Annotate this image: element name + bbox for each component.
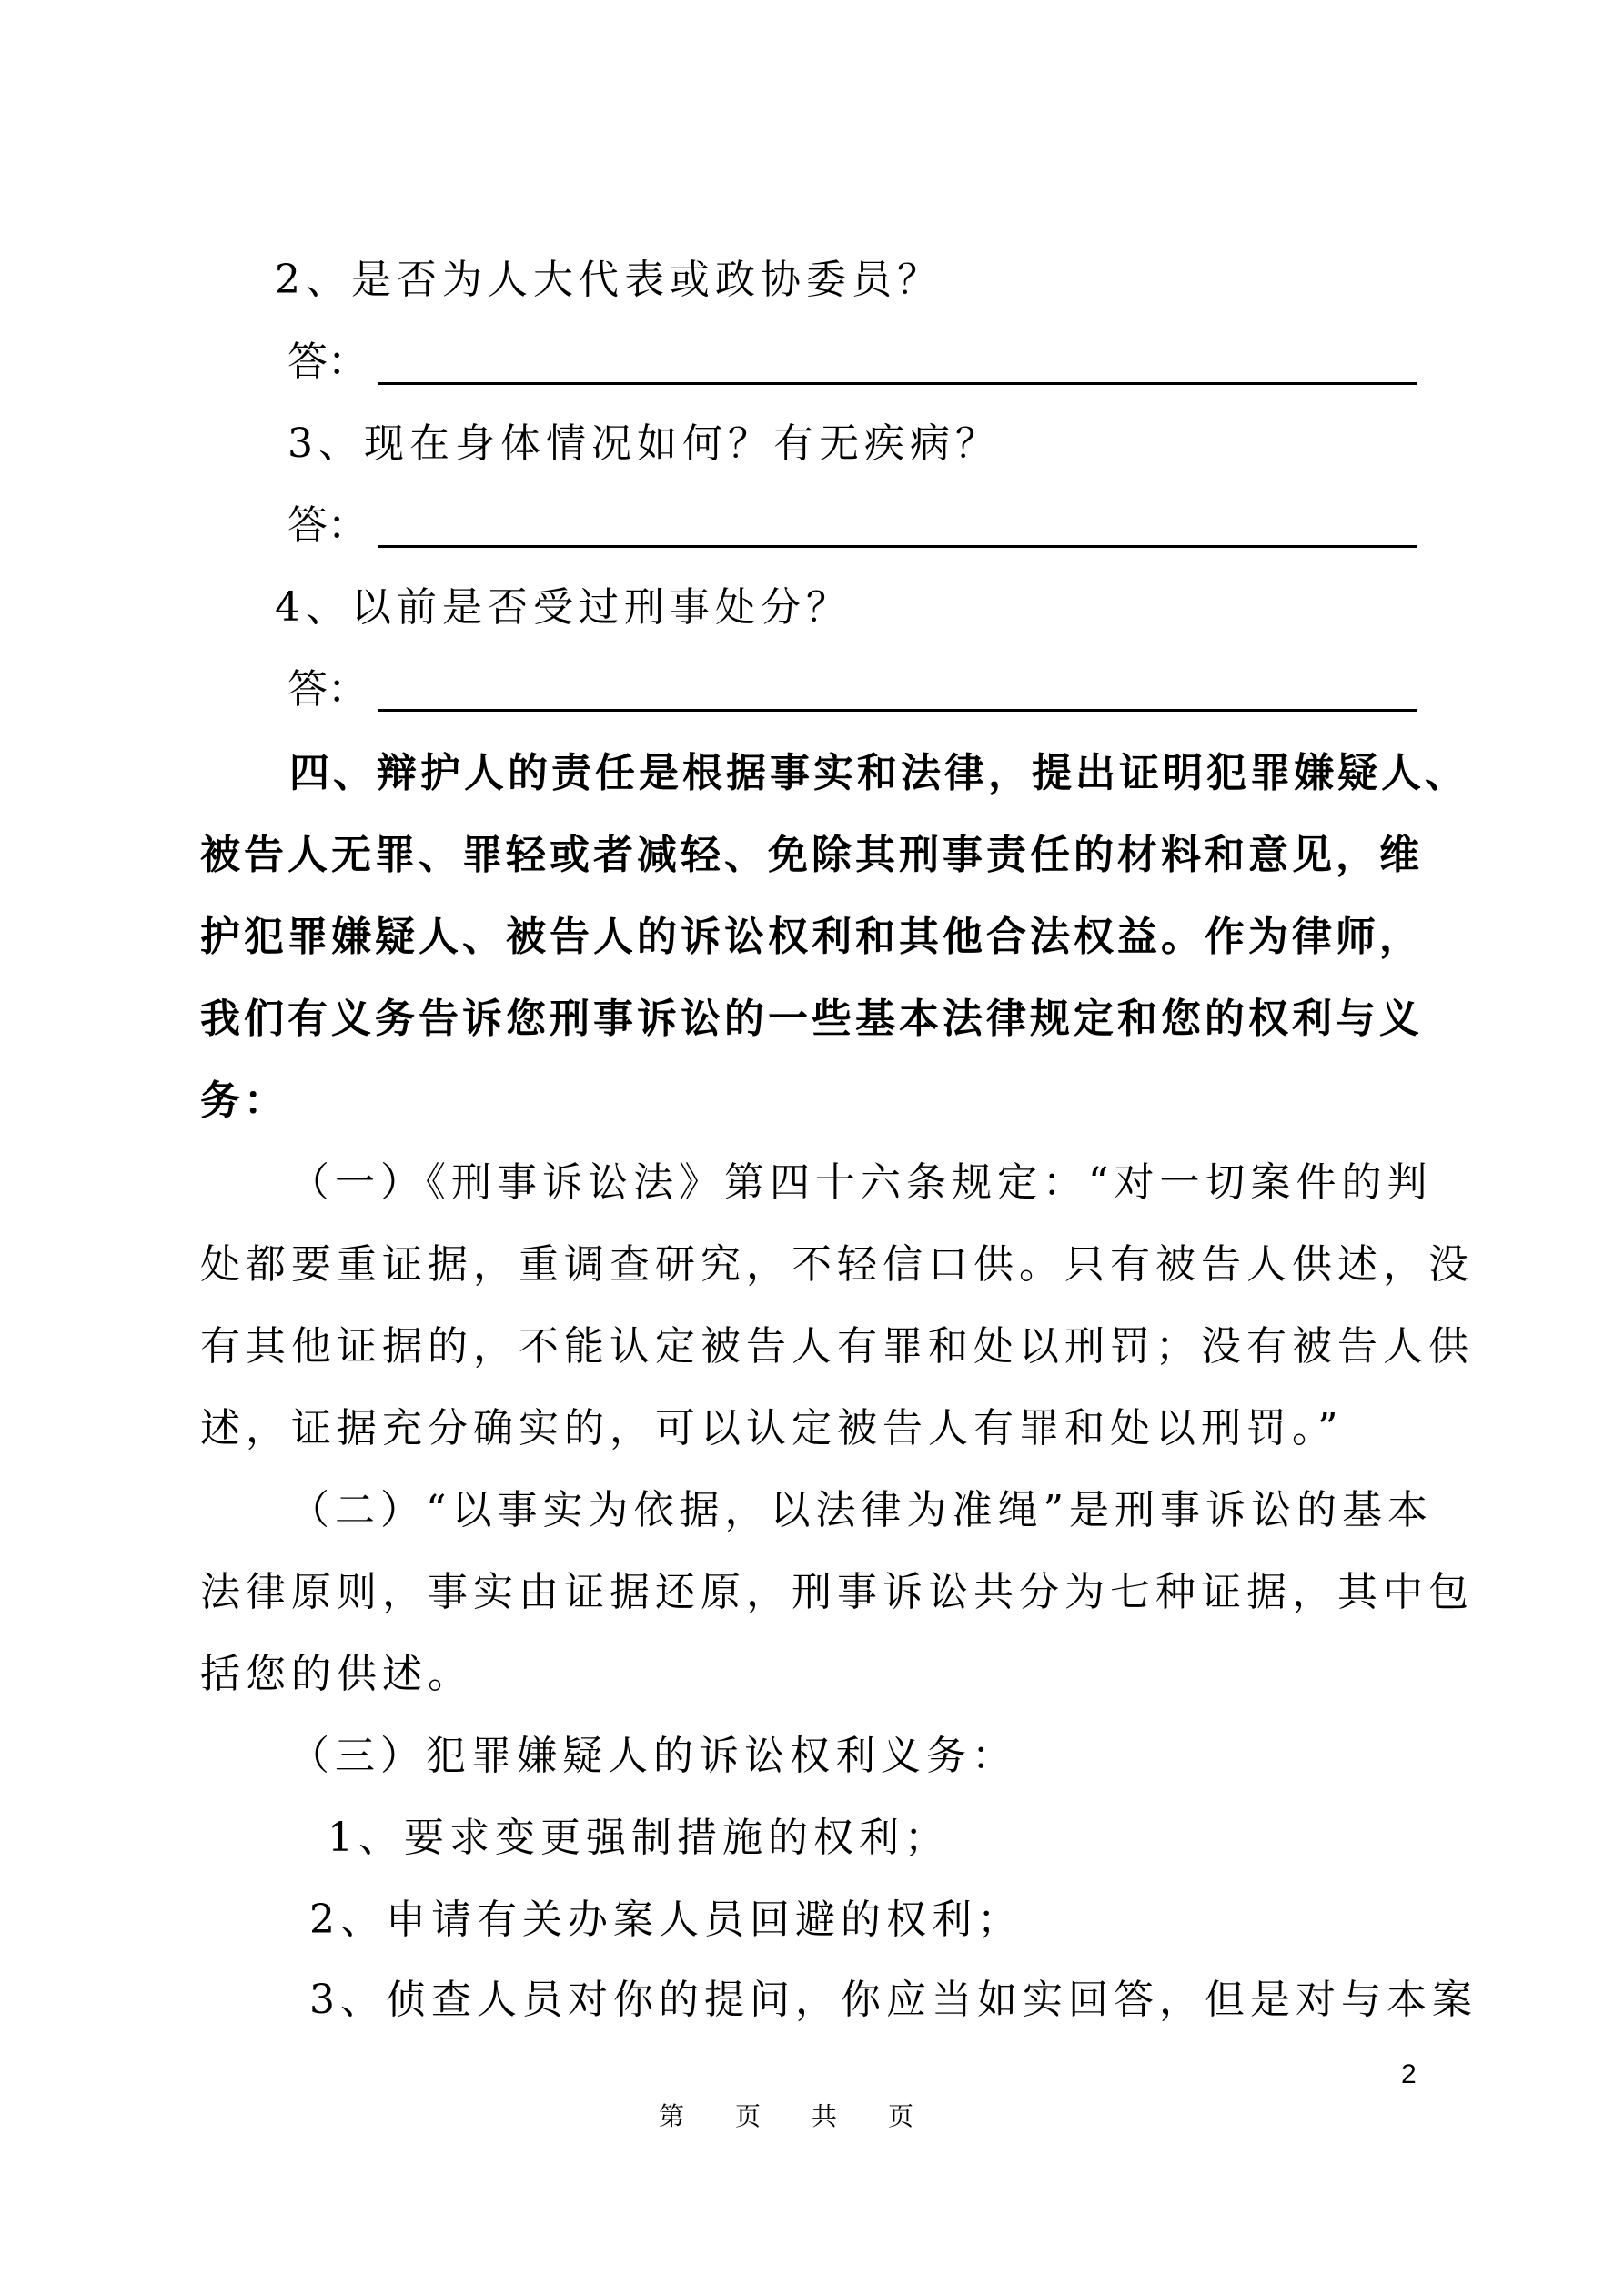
answer-label-3: 答：	[287, 502, 368, 549]
answer-blank-2[interactable]	[378, 382, 1417, 385]
para-two-line-3: 括您的供述。	[200, 1651, 473, 1697]
answer-label-2: 答：	[287, 339, 368, 385]
footer-gong: 共	[812, 2101, 838, 2131]
section-four-line-2: 被告人无罪、罪轻或者减轻、免除其刑事责任的材料和意见，维	[200, 832, 1423, 878]
answer-label-4: 答：	[287, 666, 368, 713]
para-three-item-2: 2、申请有关办案人员回避的权利；	[309, 1896, 1023, 1943]
para-one-line-3: 有其他证据的，不能认定被告人有罪和处以刑罚；没有被告人供	[200, 1323, 1474, 1370]
para-one-line-4: 述，证据充分确实的，可以认定被告人有罪和处以刑罚。”	[200, 1405, 1344, 1451]
para-three-item-3: 3、侦查人员对你的提问，你应当如实回答，但是对与本案	[309, 1977, 1478, 2023]
answer-blank-4[interactable]	[378, 709, 1417, 712]
para-two-line-2: 法律原则，事实由证据还原，刑事诉讼共分为七种证据，其中包	[200, 1569, 1474, 1615]
para-three-item-1: 1、要求变更强制措施的权利；	[328, 1815, 950, 1861]
para-one-line-1: （一）《刑事诉讼法》第四十六条规定：“对一切案件的判	[289, 1159, 1433, 1206]
para-three-heading: （三）犯罪嫌疑人的诉讼权利义务：	[289, 1733, 1017, 1779]
page-number: 2	[1401, 2059, 1417, 2089]
question-2: 2、是否为人大代表或政协委员？	[275, 257, 943, 303]
section-four-line-3: 护犯罪嫌疑人、被告人的诉讼权利和其他合法权益。作为律师，	[200, 914, 1423, 960]
page-footer	[659, 2100, 913, 2133]
para-two-line-1: （二）“以事实为依据，以法律为准绳”是刑事诉讼的基本	[289, 1487, 1433, 1533]
footer-ye-1: 页	[735, 2101, 762, 2131]
section-four-line-4: 我们有义务告诉您刑事诉讼的一些基本法律规定和您的权利与义	[200, 996, 1423, 1042]
para-one-line-2: 处都要重证据，重调查研究，不轻信口供。只有被告人供述，没	[200, 1241, 1474, 1288]
question-3: 3、现在身体情况如何？有无疾病？	[287, 420, 1001, 467]
footer-di: 第	[659, 2101, 685, 2131]
footer-ye-2: 页	[888, 2101, 914, 2131]
section-four-line-1: 四、辩护人的责任是根据事实和法律，提出证明犯罪嫌疑人、	[289, 750, 1468, 796]
section-four-line-5: 务：	[200, 1077, 287, 1124]
answer-blank-3[interactable]	[378, 545, 1417, 548]
question-4: 4、以前是否受过刑事处分？	[275, 584, 852, 631]
